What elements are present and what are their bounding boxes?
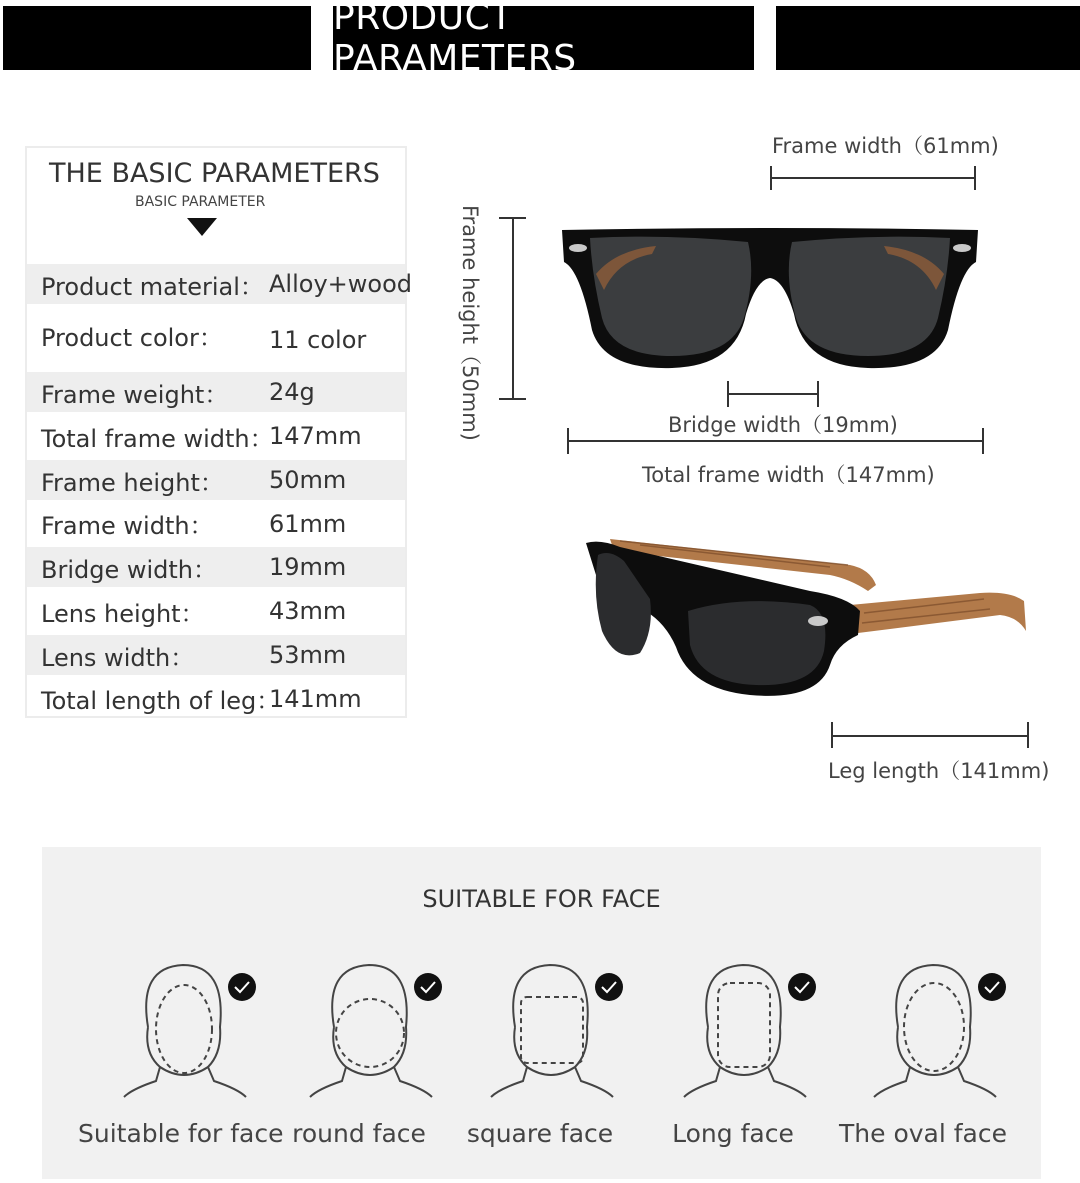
total-frame-width-line [568,440,984,442]
face-item [78,957,284,1157]
table-row [27,372,405,412]
dimension-tick [1027,722,1029,748]
parameters-subtitle: BASIC PARAMETER [135,194,266,210]
param-label: Product material： [41,272,264,301]
face-label: Long face [672,1119,794,1148]
page-title: PRODUCT PARAMETERS [333,6,754,70]
header-bar-left [3,6,311,70]
frame-height-label: Frame height（50mm) [458,205,482,441]
param-value: 43mm [269,597,347,625]
round-face-icon [304,957,454,1107]
face-item [445,957,635,1157]
param-value: 61mm [269,509,347,538]
triangle-down-icon [187,218,217,236]
dimension-tick [974,166,976,190]
param-label: Lens width： [41,643,195,672]
face-label: The oval face [839,1119,1007,1148]
param-label: Product color： [41,324,223,352]
table-row [27,547,405,587]
parameters-table [27,264,412,722]
leg-length-label: Leg length（141mm) [828,759,1050,783]
bridge-width-label: Bridge width（19mm) [668,413,898,437]
face-item [638,957,828,1157]
parameters-panel [25,146,412,718]
long-face-icon [678,957,828,1107]
param-label: Frame height： [41,468,224,497]
dimension-tick [499,398,526,400]
table-row [27,412,405,460]
param-value: 24g [269,378,315,406]
face-item [264,957,454,1157]
sunglasses-front-image [556,218,984,378]
face-label: Suitable for face [78,1119,284,1148]
face-shapes-section [42,847,1041,1179]
param-value: 147mm [269,422,362,450]
param-value: 50mm [269,466,347,494]
sunglasses-side-image [580,535,1030,705]
header-bar-right [776,6,1080,70]
table-row [27,675,405,722]
param-label: Lens height： [41,599,205,628]
frame-width-line [771,177,976,179]
dimension-tick [817,381,819,407]
param-label: Total frame width： [41,424,274,453]
bridge-width-line [728,393,818,395]
dimension-tick [770,166,772,190]
table-row [27,460,405,500]
dimension-tick [831,722,833,748]
face-label: round face [292,1119,426,1148]
param-value: 141mm [269,684,362,713]
param-label: Bridge width： [41,555,218,584]
table-row [27,500,405,547]
face-section-title: SUITABLE FOR FACE [422,885,661,913]
dimension-tick [567,428,569,454]
dimension-tick [499,217,526,219]
param-value: 53mm [269,641,347,669]
dimension-tick [727,381,729,407]
leg-length-line [832,735,1029,737]
table-row [27,635,405,675]
face-label: square face [466,1119,614,1148]
dimension-tick [982,428,984,454]
param-label: Total length of leg： [41,687,281,715]
param-value: Alloy+wood [269,270,412,298]
oval-face-icon [118,957,268,1107]
param-value: 11 color [269,326,367,354]
total-frame-width-label: Total frame width（147mm) [642,463,935,487]
table-row [27,264,412,304]
param-label: Frame width： [41,512,214,540]
table-row [27,304,405,372]
face-item [828,957,1018,1157]
parameters-title: THE BASIC PARAMETERS [49,158,380,189]
table-row [27,587,405,635]
frame-height-line [512,218,514,400]
frame-width-label: Frame width（61mm) [772,134,999,158]
square-face-icon [485,957,635,1107]
param-label: Frame weight： [41,380,229,409]
oval-face-icon [868,957,1018,1107]
param-value: 19mm [269,553,347,581]
